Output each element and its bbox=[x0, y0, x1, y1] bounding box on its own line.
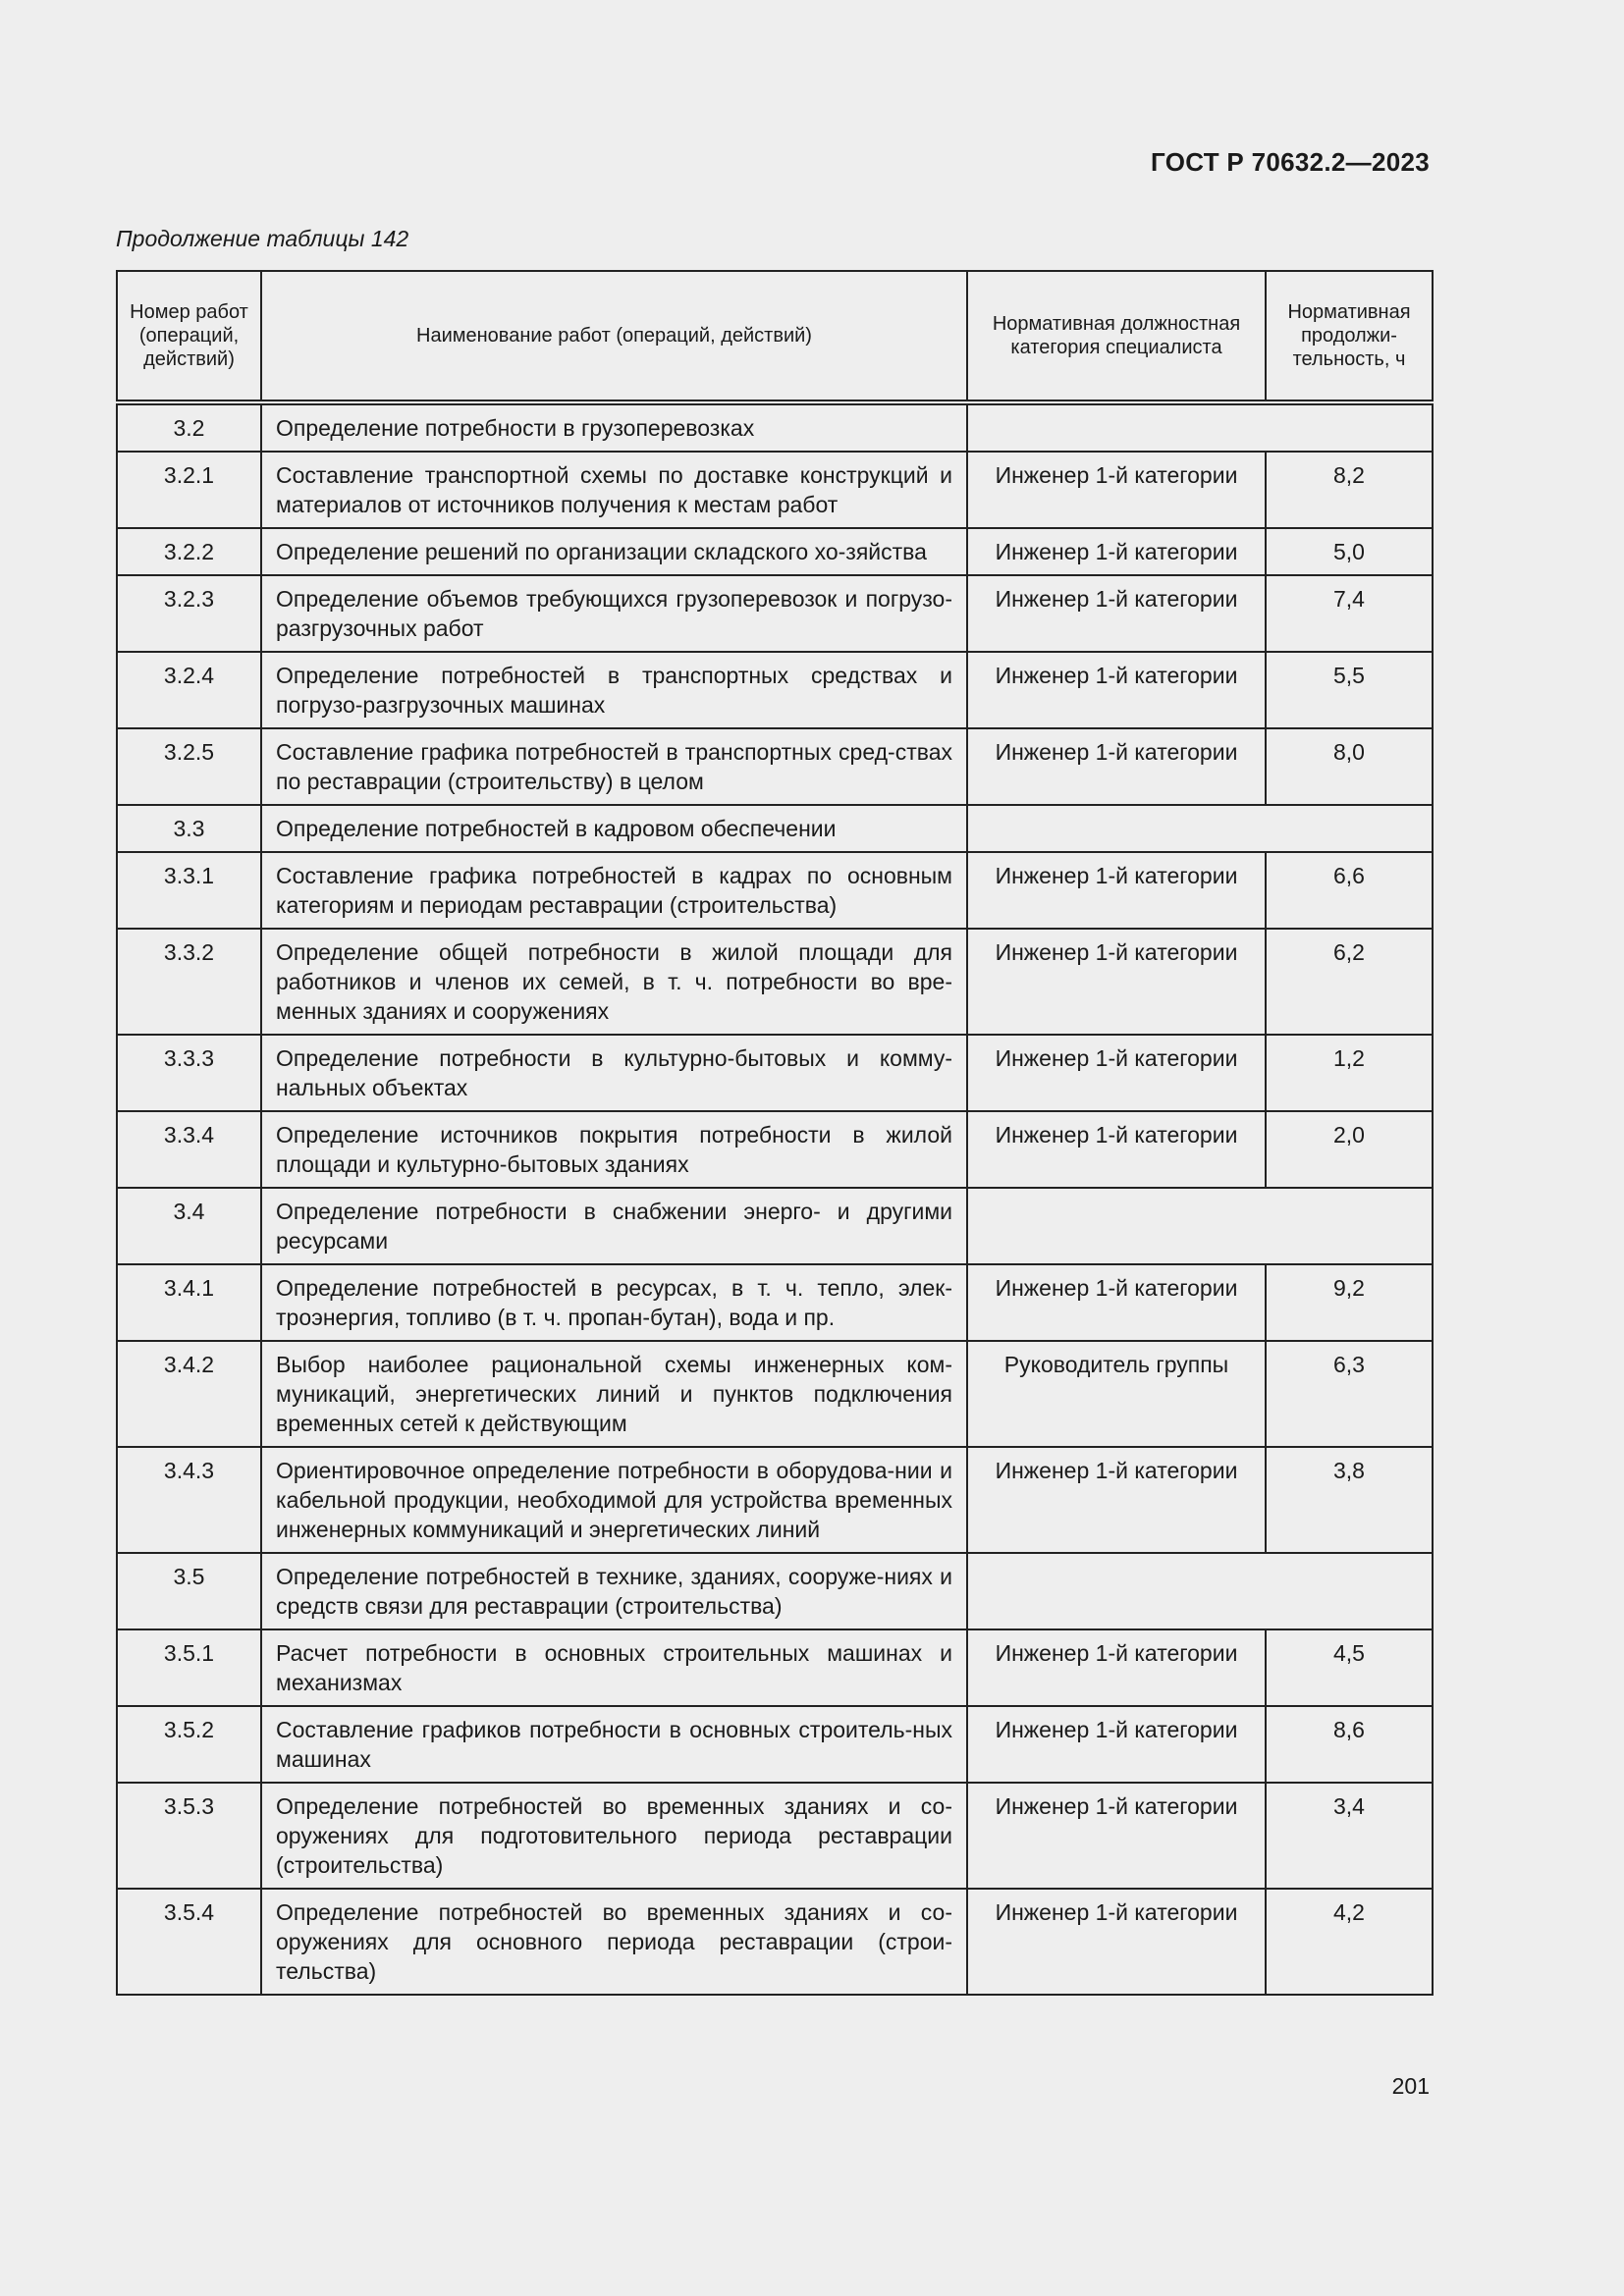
work-name-cell: Определение потребности в грузоперевозках bbox=[261, 402, 967, 452]
table-row bbox=[117, 1629, 1433, 1706]
work-number-cell: 3.3.3 bbox=[117, 1035, 261, 1111]
work-number-cell: 3.4.1 bbox=[117, 1264, 261, 1341]
work-name-cell: Определение источников покрытия потребности в жилой площади и культурно-бытовых зданиях bbox=[261, 1111, 967, 1188]
duration-cell: 9,2 bbox=[1266, 1264, 1433, 1341]
work-name-cell: Расчет потребности в основных строительных машинах и механизмах bbox=[261, 1629, 967, 1706]
header-work-number: Номер работ (операций, действий) bbox=[117, 271, 261, 402]
duration-cell: 6,2 bbox=[1266, 929, 1433, 1035]
work-number-cell: 3.5.3 bbox=[117, 1783, 261, 1889]
table-row bbox=[117, 1706, 1433, 1783]
specialist-category-cell: Инженер 1-й категории bbox=[967, 652, 1266, 728]
work-number-cell: 3.2 bbox=[117, 402, 261, 452]
table-row bbox=[117, 728, 1433, 805]
table-row bbox=[117, 452, 1433, 528]
work-name-cell: Ориентировочное определение потребности в оборудова-нии и кабельной продукции, необходимой для устройства временных инженерных коммуникаций и энергетических линий bbox=[261, 1447, 967, 1553]
work-name-cell: Составление графика потребностей в кадрах по основным категориям и периодам реставрации (строительства) bbox=[261, 852, 967, 929]
specialist-category-cell: Инженер 1-й категории bbox=[967, 728, 1266, 805]
duration-cell: 7,4 bbox=[1266, 575, 1433, 652]
section-row bbox=[117, 1188, 1433, 1264]
table-row bbox=[117, 852, 1433, 929]
work-number-cell: 3.5.1 bbox=[117, 1629, 261, 1706]
specialist-category-cell: Инженер 1-й категории bbox=[967, 1889, 1266, 1995]
specialist-category-cell: Инженер 1-й категории bbox=[967, 452, 1266, 528]
table-row bbox=[117, 1783, 1433, 1889]
header-row bbox=[117, 271, 1433, 402]
specialist-category-cell: Инженер 1-й категории bbox=[967, 1264, 1266, 1341]
duration-cell: 3,4 bbox=[1266, 1783, 1433, 1889]
work-name-cell: Выбор наиболее рациональной схемы инженерных ком-муникаций, энергетических линий и пунктов подключения временных сетей к действующим bbox=[261, 1341, 967, 1447]
duration-cell: 8,6 bbox=[1266, 1706, 1433, 1783]
specialist-category-cell: Инженер 1-й категории bbox=[967, 1706, 1266, 1783]
work-number-cell: 3.5 bbox=[117, 1553, 261, 1629]
duration-cell: 3,8 bbox=[1266, 1447, 1433, 1553]
work-name-cell: Определение объемов требующихся грузоперевозок и погрузо-разгрузочных работ bbox=[261, 575, 967, 652]
work-name-cell: Определение потребностей в кадровом обеспечении bbox=[261, 805, 967, 852]
specialist-category-cell: Инженер 1-й категории bbox=[967, 1783, 1266, 1889]
table-row bbox=[117, 1111, 1433, 1188]
document-standard-number: ГОСТ Р 70632.2—2023 bbox=[1151, 147, 1430, 177]
duration-cell: 8,2 bbox=[1266, 452, 1433, 528]
work-number-cell: 3.4.3 bbox=[117, 1447, 261, 1553]
empty-section-cell bbox=[967, 402, 1433, 452]
work-name-cell: Составление транспортной схемы по доставке конструкций и материалов от источников получения к местам работ bbox=[261, 452, 967, 528]
work-name-cell: Определение потребности в культурно-бытовых и комму-нальных объектах bbox=[261, 1035, 967, 1111]
section-row bbox=[117, 805, 1433, 852]
work-number-cell: 3.5.2 bbox=[117, 1706, 261, 1783]
empty-section-cell bbox=[967, 1188, 1433, 1264]
empty-section-cell bbox=[967, 1553, 1433, 1629]
specialist-category-cell: Инженер 1-й категории bbox=[967, 929, 1266, 1035]
page-number: 201 bbox=[1391, 2073, 1430, 2099]
header-duration: Нормативная продолжи-тельность, ч bbox=[1266, 271, 1433, 402]
table-body bbox=[117, 402, 1433, 1995]
norms-table bbox=[116, 270, 1434, 1996]
specialist-category-cell: Инженер 1-й категории bbox=[967, 852, 1266, 929]
table-row bbox=[117, 1447, 1433, 1553]
work-number-cell: 3.3.2 bbox=[117, 929, 261, 1035]
duration-cell: 8,0 bbox=[1266, 728, 1433, 805]
duration-cell: 5,5 bbox=[1266, 652, 1433, 728]
work-name-cell: Определение потребностей во временных зданиях и со-оружениях для подготовительного периода реставрации (строительства) bbox=[261, 1783, 967, 1889]
work-number-cell: 3.2.2 bbox=[117, 528, 261, 575]
table-header bbox=[117, 271, 1433, 402]
work-name-cell: Определение решений по организации складского хо-зяйства bbox=[261, 528, 967, 575]
table-row bbox=[117, 1035, 1433, 1111]
work-number-cell: 3.2.1 bbox=[117, 452, 261, 528]
work-number-cell: 3.3.1 bbox=[117, 852, 261, 929]
duration-cell: 4,2 bbox=[1266, 1889, 1433, 1995]
table-caption: Продолжение таблицы 142 bbox=[116, 226, 409, 251]
duration-cell: 1,2 bbox=[1266, 1035, 1433, 1111]
table-row bbox=[117, 1264, 1433, 1341]
table-row bbox=[117, 652, 1433, 728]
duration-cell: 6,6 bbox=[1266, 852, 1433, 929]
work-number-cell: 3.4.2 bbox=[117, 1341, 261, 1447]
work-name-cell: Определение потребностей в транспортных средствах и погрузо-разгрузочных машинах bbox=[261, 652, 967, 728]
header-work-name: Наименование работ (операций, действий) bbox=[261, 271, 967, 402]
section-row bbox=[117, 1553, 1433, 1629]
table-row bbox=[117, 1341, 1433, 1447]
work-name-cell: Составление графиков потребности в основных строитель-ных машинах bbox=[261, 1706, 967, 1783]
work-name-cell: Определение общей потребности в жилой площади для работников и членов их семей, в т. ч. потребности во вре-менных зданиях и сооружениях bbox=[261, 929, 967, 1035]
work-name-cell: Определение потребностей во временных зданиях и со-оружениях для основного периода реставрации (строи-тельства) bbox=[261, 1889, 967, 1995]
specialist-category-cell: Руководитель группы bbox=[967, 1341, 1266, 1447]
specialist-category-cell: Инженер 1-й категории bbox=[967, 575, 1266, 652]
table-row bbox=[117, 528, 1433, 575]
work-number-cell: 3.3 bbox=[117, 805, 261, 852]
duration-cell: 6,3 bbox=[1266, 1341, 1433, 1447]
duration-cell: 4,5 bbox=[1266, 1629, 1433, 1706]
work-number-cell: 3.4 bbox=[117, 1188, 261, 1264]
work-number-cell: 3.2.3 bbox=[117, 575, 261, 652]
work-name-cell: Определение потребностей в ресурсах, в т. ч. тепло, элек-троэнергия, топливо (в т. ч. пропан-бутан), вода и пр. bbox=[261, 1264, 967, 1341]
table-row bbox=[117, 575, 1433, 652]
specialist-category-cell: Инженер 1-й категории bbox=[967, 1629, 1266, 1706]
work-number-cell: 3.3.4 bbox=[117, 1111, 261, 1188]
empty-section-cell bbox=[967, 805, 1433, 852]
specialist-category-cell: Инженер 1-й категории bbox=[967, 1035, 1266, 1111]
header-specialist-category: Нормативная должностная категория специалиста bbox=[967, 271, 1266, 402]
work-number-cell: 3.2.5 bbox=[117, 728, 261, 805]
table-row bbox=[117, 1889, 1433, 1995]
work-name-cell: Составление графика потребностей в транспортных сред-ствах по реставрации (строительству) в целом bbox=[261, 728, 967, 805]
work-number-cell: 3.2.4 bbox=[117, 652, 261, 728]
work-number-cell: 3.5.4 bbox=[117, 1889, 261, 1995]
section-row bbox=[117, 402, 1433, 452]
work-name-cell: Определение потребностей в технике, зданиях, сооруже-ниях и средств связи для реставрации (строительства) bbox=[261, 1553, 967, 1629]
specialist-category-cell: Инженер 1-й категории bbox=[967, 1111, 1266, 1188]
specialist-category-cell: Инженер 1-й категории bbox=[967, 528, 1266, 575]
table-row bbox=[117, 929, 1433, 1035]
duration-cell: 2,0 bbox=[1266, 1111, 1433, 1188]
work-name-cell: Определение потребности в снабжении энерго- и другими ресурсами bbox=[261, 1188, 967, 1264]
specialist-category-cell: Инженер 1-й категории bbox=[967, 1447, 1266, 1553]
duration-cell: 5,0 bbox=[1266, 528, 1433, 575]
